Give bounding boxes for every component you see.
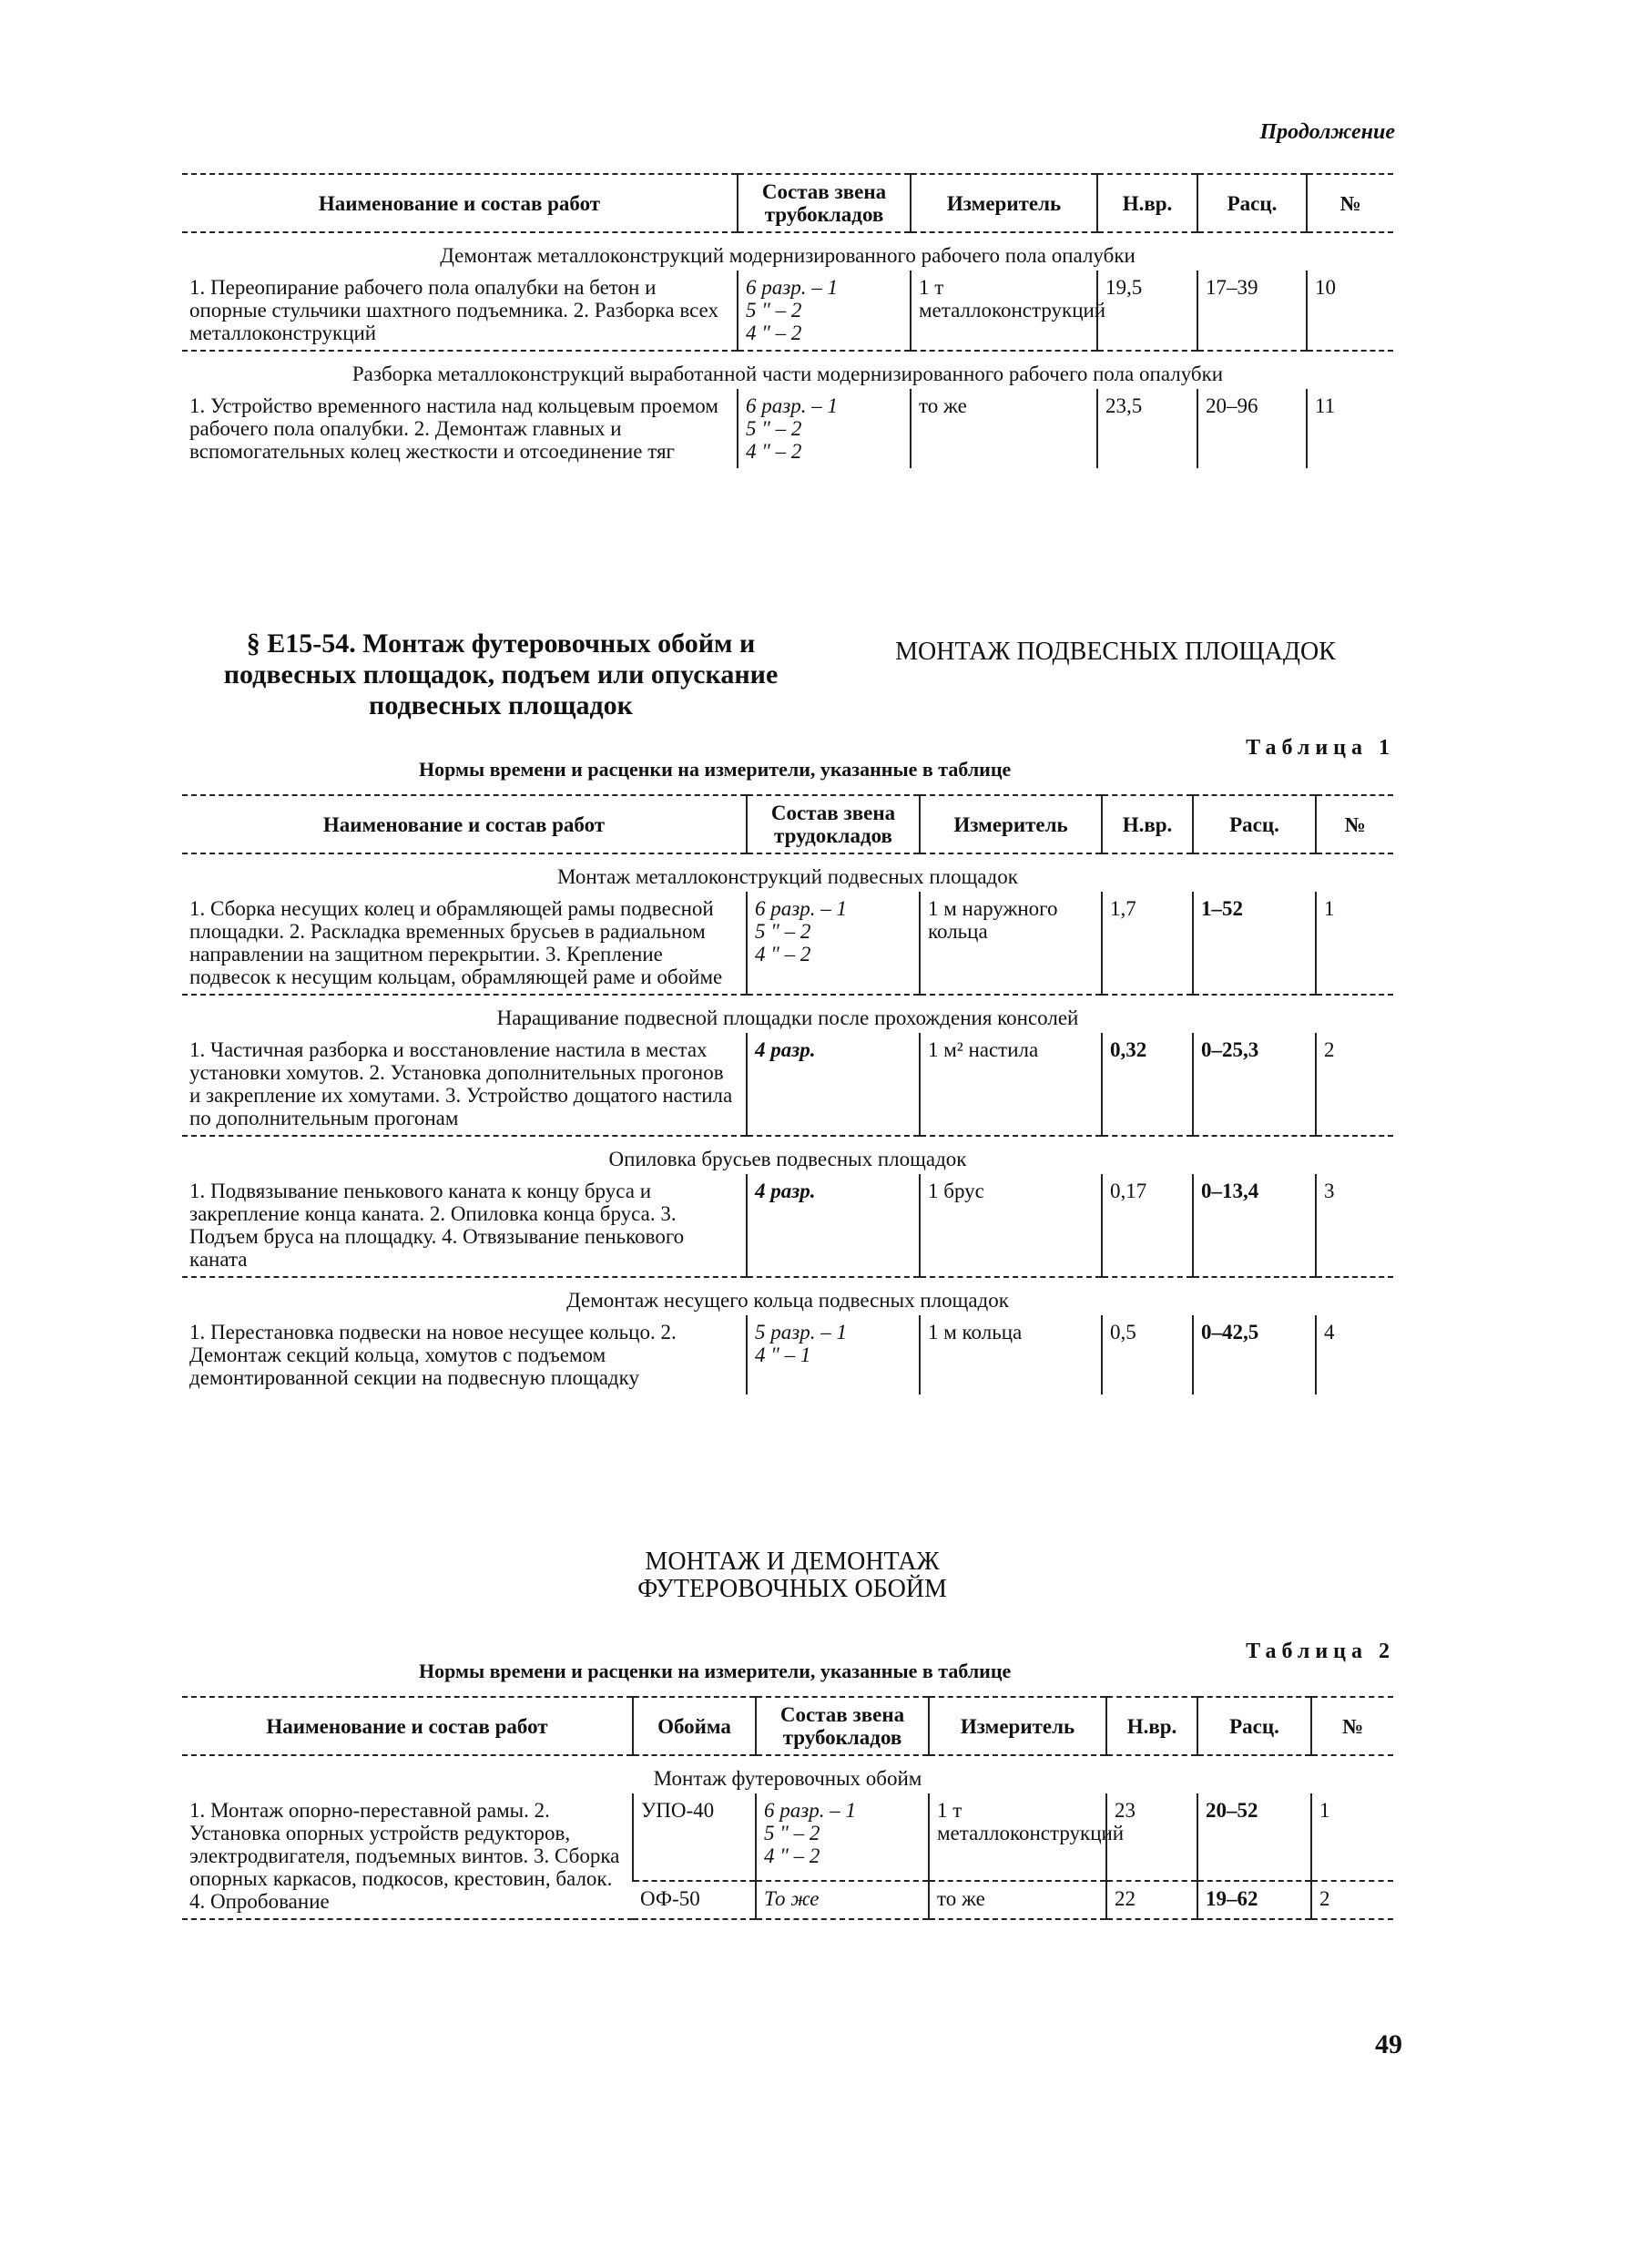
time-cell: 23 [1106, 1793, 1197, 1881]
col-header: Расц. [1197, 1697, 1311, 1755]
clip-cell: УПО-40 [633, 1793, 756, 1881]
col-header: № [1311, 1697, 1393, 1755]
table-row [182, 1033, 1393, 1136]
col-header: Состав звена трубокладов [756, 1697, 929, 1755]
crew-cell: 6 разр. – 1 5 " – 2 4 " – 2 [747, 892, 920, 995]
work-description: 1. Частичная разборка и восстановление настила в местах установки хомутов. 2. Установка дополнительных прогонов и закрепление их хомутами. 3. Устройство дощатого настила по дополнительным прогонам [182, 1033, 747, 1136]
col-header: Измеритель [929, 1697, 1106, 1755]
time-cell: 19,5 [1097, 271, 1197, 351]
num-cell: 4 [1316, 1315, 1393, 1395]
unit-cell: 1 м² настила [920, 1033, 1102, 1136]
num-cell: 10 [1307, 271, 1393, 351]
num-cell: 11 [1307, 389, 1393, 468]
crew-cell: 6 разр. – 1 5 " – 2 4 " – 2 [756, 1793, 929, 1881]
continuation-label: Продолжение [1259, 120, 1395, 144]
crew-cell: 5 разр. – 1 4 " – 1 [747, 1315, 920, 1395]
col-header: Наименование и состав работ [182, 1697, 633, 1755]
work-description: 1. Сборка несущих колец и обрамляющей рамы подвесной площадки. 2. Раскладка временных брусьев в радиальном направлении на защитном перекрытии. 3. Крепление подвесок к несущим кольцам, обрамляющей раме и обойме [182, 892, 747, 995]
crew-cell: 6 разр. – 1 5 " – 2 4 " – 2 [738, 271, 911, 351]
section-title: Разборка металлоконструкций выработанной части модернизированного рабочего пола опалубки [351, 363, 1224, 385]
col-header: Расц. [1193, 795, 1316, 853]
col-header: Н.вр. [1102, 795, 1193, 853]
price-cell: 20–96 [1197, 389, 1307, 468]
num-cell: 1 [1316, 892, 1393, 995]
col-header: Измеритель [911, 174, 1097, 232]
table-label: Таблица 2 [1246, 1640, 1395, 1663]
table-row [182, 271, 1393, 351]
section-title: Опиловка брусьев подвесных площадок [608, 1148, 967, 1170]
table-row [182, 389, 1393, 468]
price-cell: 17–39 [1197, 271, 1307, 351]
crew-cell: 6 разр. – 1 5 " – 2 4 " – 2 [738, 389, 911, 468]
section-title: Монтаж футеровочных обойм [653, 1767, 922, 1790]
table-label: Таблица 1 [1246, 736, 1395, 760]
unit-cell: 1 т металлоконструкций [911, 271, 1097, 351]
section-title: Наращивание подвесной площадки после прохождения консолей [496, 1006, 1079, 1029]
num-cell: 2 [1311, 1881, 1393, 1919]
price-cell: 0–42,5 [1193, 1315, 1316, 1395]
col-header: Состав звена трудокладов [747, 795, 920, 853]
col-header: Н.вр. [1097, 174, 1197, 232]
col-header: Наименование и состав работ [182, 795, 747, 853]
col-header: Н.вр. [1106, 1697, 1197, 1755]
table-header-row [182, 795, 1393, 853]
table-row [182, 1793, 1393, 1881]
crew-cell: 4 разр. [747, 1033, 920, 1136]
section-title: Демонтаж несущего кольца подвесных площадок [566, 1289, 1009, 1312]
col-header: Наименование и состав работ [182, 174, 738, 232]
section-title: Демонтаж металлоконструкций модернизированного рабочего пола опалубки [440, 244, 1136, 267]
work-description: 1. Перестановка подвески на новое несущее кольцо. 2. Демонтаж секций кольца, хомутов с подъемом демонтированной секции на подвесную площадку [189, 1321, 677, 1389]
unit-cell: то же [911, 389, 1097, 468]
work-description: 1. Устройство временного настила над кольцевым проемом рабочего пола опалубки. 2. Демонтаж главных и вспомогательных колец жесткости и отсоединение тяг [189, 394, 718, 463]
time-cell: 0,32 [1102, 1033, 1193, 1136]
unit-cell: 1 брус [920, 1174, 1102, 1277]
unit-cell: то же [929, 1881, 1106, 1919]
section-heading: МОНТАЖ И ДЕМОНТАЖ ФУТЕРОВОЧНЫХ ОБОЙМ [637, 1548, 947, 1603]
table-row [182, 1174, 1393, 1277]
unit-cell: 1 м наружного кольца [920, 892, 1102, 995]
clip-cell: ОФ-50 [633, 1881, 756, 1919]
time-cell: 0,5 [1102, 1315, 1193, 1395]
col-header: № [1316, 795, 1393, 853]
table-1 [182, 794, 1393, 1395]
work-description: 1. Монтаж опорно-переставной рамы. 2. Установка опорных устройств редукторов, электродвигателя, подъемных винтов. 3. Сборка опорных каркасов, подкосов, крестовин, балок. 4. Опробование [182, 1793, 633, 1919]
unit-cell: 1 т металлоконструкций [929, 1793, 1106, 1881]
time-cell: 22 [1106, 1881, 1197, 1919]
section-heading: МОНТАЖ ПОДВЕСНЫХ ПЛОЩАДОК [895, 638, 1336, 666]
table-header-row [182, 1697, 1393, 1755]
price-cell: 20–52 [1197, 1793, 1311, 1881]
work-description: 1. Переопирание рабочего пола опалубки на бетон и опорные стульчики шахтного подъемника. 2. Разборка всех металлоконструкций [182, 271, 738, 351]
col-header: № [1307, 174, 1393, 232]
top-table [182, 173, 1393, 468]
table-2 [182, 1696, 1393, 1920]
crew-cell: 4 разр. [747, 1174, 920, 1277]
table-header-row [182, 174, 1393, 232]
time-cell: 1,7 [1102, 892, 1193, 995]
col-header: Состав звена трубокладов [738, 174, 911, 232]
col-header: Расц. [1197, 174, 1307, 232]
unit-cell: 1 м кольца [920, 1315, 1102, 1395]
work-description: 1. Подвязывание пенькового каната к концу бруса и закрепление конца каната. 2. Опиловка конца бруса. 3. Подъем бруса на площадку. 4. Отвязывание пенькового каната [182, 1174, 747, 1277]
num-cell: 3 [1316, 1174, 1393, 1277]
num-cell: 2 [1316, 1033, 1393, 1136]
price-cell: 0–13,4 [1193, 1174, 1316, 1277]
price-cell: 0–25,3 [1193, 1033, 1316, 1136]
time-cell: 23,5 [1097, 389, 1197, 468]
table-title: Нормы времени и расценки на измерители, указанные в таблице [419, 758, 1012, 781]
num-cell: 1 [1311, 1793, 1393, 1881]
time-cell: 0,17 [1102, 1174, 1193, 1277]
table-row [182, 1315, 1393, 1395]
page-number: 49 [1375, 2029, 1402, 2059]
paragraph-heading: § Е15-54. Монтаж футеровочных обойм и подвесных площадок, подъем или опускание подвесных площадок [223, 628, 779, 720]
crew-cell: То же [756, 1881, 929, 1919]
col-header: Измеритель [920, 795, 1102, 853]
section-title: Монтаж металлоконструкций подвесных площадок [557, 865, 1018, 888]
price-cell: 19–62 [1197, 1881, 1311, 1919]
table-row [182, 892, 1393, 995]
table-title: Нормы времени и расценки на измерители, указанные в таблице [419, 1660, 1012, 1682]
col-header: Обойма [633, 1697, 756, 1755]
price-cell: 1–52 [1193, 892, 1316, 995]
